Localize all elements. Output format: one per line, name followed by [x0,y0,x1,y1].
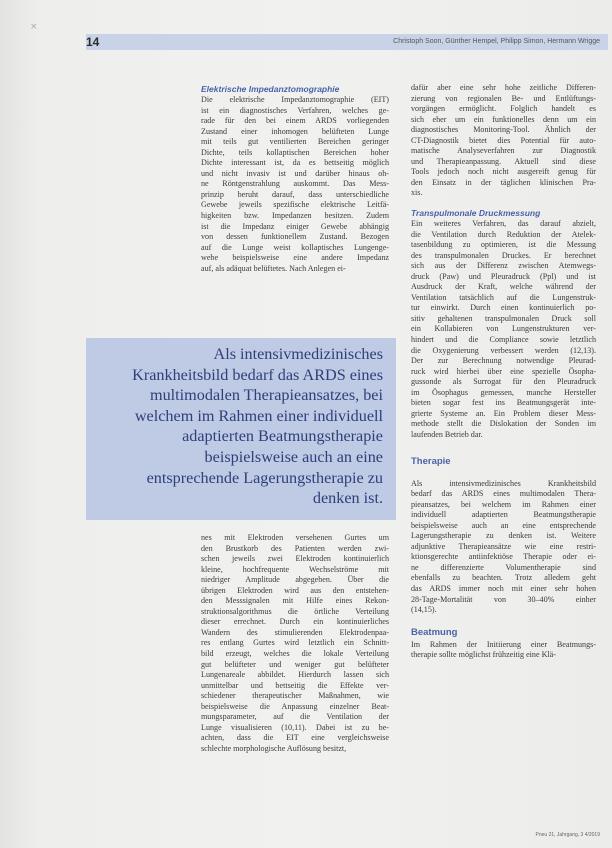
text-line: beispielsweise auch an eine [204,447,383,466]
paragraph-beatmung [411,640,596,661]
text-line: schiedener therapeutischer Maßnahmen, wie [201,691,389,701]
text-line: den Messsignalen mit Hilfe eines Rekon- [201,596,389,606]
text-line: dieser errechnet. Durch ein kontinuierliches [201,617,389,627]
text-line: dafür aber eine sehr hohe zeitliche Differen- [411,83,596,92]
text-line: webe beispielsweise eine andere Impedanz [201,253,389,263]
text-line: tasenbildung zu optimieren, ist die Messung [411,240,596,250]
text-line: Als intensivmedizinisches [213,345,383,363]
text-line: druck (Paw) und Pleuradruck (Ppl) und ist [411,271,596,281]
text-line: individuell adaptierten Beatmungstherapie [411,510,596,520]
text-line: ist die Impedanz einiger Gewebe abhängig [201,221,389,231]
text-line: und nicht invasiv ist und darüber hinaus oh- [201,168,389,178]
text-line: bild erzeugt, welches die lokale Verteilung [201,649,389,659]
text-line: das ARDS immer noch mit einer sehr hohen [411,583,596,593]
pull-quote [98,344,383,509]
text-line: kleine, hochfrequente Wechselströme mit [201,564,389,574]
heading-beatmung: Beatmung [411,626,458,638]
text-line: Gewebe jeweils spezifische elektrische Leitfä- [201,200,389,210]
text-line: CT-Diagnostik bietet dies Potential für auto- [411,135,596,145]
text-line: rade für den bei einem ARDS vorliegenden [201,116,389,126]
text-line: ktionsgerechte antiinfektiöse Therapie oder ei- [411,552,596,562]
text-line: bedarf das ARDS eines multimodalen Thera- [411,489,596,499]
text-line: mungsparameter, auf die Ventilation der [201,712,389,722]
text-line: Lunge visualisieren (10,11). Dabei ist zu be- [201,722,389,732]
text-line: ebenfalls zu beachten. Trotz alledem geht [411,573,596,583]
text-line: adjunktive Therapieansätze wie eine restri- [411,541,596,551]
text-line: sitiv gehaltenen transpulmonalen Druck soll [411,313,596,323]
text-line: sich eher um ein funktionelles denn um ein [411,114,596,124]
text-line: adaptierten Beatmungstherapie [182,427,383,446]
paragraph-eit-continued [201,533,389,754]
text-line: unmittelbar und bettseitig die Effekte ver- [201,680,389,690]
text-line: hindert und die Compliance sowie letztlich [411,335,596,345]
text-line: auf die Lunge weist kollaptisches Lungenge- [201,242,389,252]
text-line: Als intensivmedizinisches Krankheitsbild [411,478,596,488]
text-line: denken ist. [312,489,383,508]
heading-transpulmonal: Transpulmonale Druckmessung [411,208,541,219]
text-line: zierung von regionalen Be- und Entlüftungs- [411,93,596,103]
text-line: laufenden Betrieb dar. [411,429,483,439]
text-line: grierte Systeme an. Ein Problem dieser Mess- [411,408,596,418]
text-line: Im Rahmen der Initiierung einer Beatmungs- [411,639,596,649]
page-number: 14 [86,35,100,49]
column-right [411,83,596,661]
text-line: Dichte interessant ist, da es bettseitig möglich [201,158,389,168]
text-line: welchem im Rahmen einer individuell [134,406,383,425]
text-line: higkeiten bzw. Impedanzen besitzen. Zudem [201,211,389,221]
text-line: ein Kollabieren von Lungenstrukturen ver- [411,324,596,334]
text-line: übrigen Elektroden wird aus den entstehen- [201,585,389,595]
paragraph-eit [201,95,389,274]
text-line: Ventilation tatsächlich auf die Lungenstruk- [411,292,596,302]
text-line: Tools jedoch noch nicht ausgereift genug für [411,167,596,177]
text-line: tur einwirkt. Durch einen kontinuierlich po- [411,303,596,313]
text-line: niedriger Amplitude abgegeben. Über die [201,575,389,585]
text-line: Dichte, teils kollaptischen Bereichen hoher [201,147,389,157]
paragraph-therapie [411,479,596,616]
text-line: Der zur Berechnung notwendige Pleurad- [411,356,596,366]
text-line: Zustand einer inhomogen belüfteten Lunge [201,126,389,136]
text-line: achten, dass die EIT eine vergleichsweise [201,733,389,743]
text-line: mit teils gut ventilierten Bereichen geringer [201,137,389,147]
text-line: xis. [411,188,423,198]
text-line: Ein weiteres Verfahren, das darauf abzielt, [411,219,596,229]
text-line: ne differenzierte Volumentherapie sind [411,562,596,572]
heading-therapie: Therapie [411,455,451,467]
text-line: Lungenareale abbildet. Hierdurch lassen sich [201,670,389,680]
text-line: (14,15). [411,605,437,615]
paragraph-eit-end [411,83,596,199]
text-line: ruck wird hierbei über eine spezielle Ösopha- [411,366,596,376]
text-line: die Ventilation durch Reduktion der Atelek- [411,229,596,239]
text-line: diagnostisches Monitoring-Tool. Ähnlich der [411,125,596,135]
text-line: ist ein diagnostisches Verfahren, welches ge- [201,105,389,115]
text-line: therapie sollte möglichst frühzeitig eine Klä- [411,650,556,660]
text-line: vorgängen ermöglicht. Folglich handelt es [411,104,596,114]
column-left-bottom [201,533,389,754]
text-line: beispielsweise die Anpassung einzelner Beat- [201,701,389,711]
text-line: struktionsalgorithmus die örtliche Verteilung [201,606,389,616]
text-line: im Ösophagus gemessen, manche Hersteller [411,387,596,397]
text-line: auf, als adäquat belüftetes. Nach Anlegen ei- [201,263,346,273]
scan-mark: × [30,22,38,32]
text-line: beispielsweise auch an eine entsprechende [411,520,596,530]
text-line: multimodalen Therapieansatzes, bei [150,386,383,405]
text-line: und Therapieanpassung. Aktuell sind diese [411,156,596,166]
paragraph-transpulmonal [411,219,596,440]
header-authors: Christoph Soon, Günther Hempel, Philipp Simon, Hermann Wrigge [393,38,600,45]
text-line: sich aus der Differenz zwischen Atemwegs- [411,261,596,271]
text-line: Ausdruck der Kraft, welche während der [411,282,596,292]
text-line: Krankheitsbild bedarf das ARDS eines [132,365,383,384]
text-line: bieten sogar fest ins Beatmungsgerät inte- [411,398,596,408]
text-line: Lagerungstherapie zu denken ist. Weitere [411,531,596,541]
text-line: Die elektrische Impedanztomographie (EIT) [201,95,389,104]
text-line: den Einsatz in der täglichen klinischen Pra- [411,177,596,187]
text-line: methode stellt die Dislokation der Sonden im [411,419,596,429]
text-line: res entlang Gurtes wird letztlich ein Schnitt- [201,638,389,648]
text-line: schlechte morphologische Auflösung besitzt, [201,743,347,753]
text-line: gut belüfteter und weniger gut belüfteter [201,659,389,669]
footer-journal: Pneu 21, Jahrgang, 3 4/2019 [535,832,600,838]
text-line: 28-Tage-Mortalität von 30–40% einher [411,594,596,604]
text-line: schen jeweils zwei Elektroden kontinuierlich [201,554,389,564]
text-line: pieansatzes, bei welchem im Rahmen einer [411,499,596,509]
text-line: des transpulmonalen Druckes. Er berechnet [411,250,596,260]
text-line: prinzip beruht darauf, dass unterschiedliche [201,189,389,199]
text-line: matische Analyseverfahren zur Diagnostik [411,146,596,156]
text-line: von dessen funktionellem Zustand. Bezogen [201,232,389,242]
text-line: nes mit Elektroden versehenen Gurtes um [201,533,389,542]
text-line: gussonde als Surrogat für den Pleuradruck [411,377,596,387]
text-line: Wandern des stimulierenden Elektrodenpaa- [201,627,389,637]
heading-eit: Elektrische Impedanztomographie [201,84,340,94]
text-line: den Brustkorb des Patienten werden zwi- [201,543,389,553]
text-line: ne Röntgenstrahlung auskommt. Das Mess- [201,179,389,189]
text-line: die Oxygenierung verbessert werden (12,13). [411,345,596,355]
text-line: entsprechende Lagerungstherapie zu [146,468,383,487]
column-left-top [201,83,389,274]
